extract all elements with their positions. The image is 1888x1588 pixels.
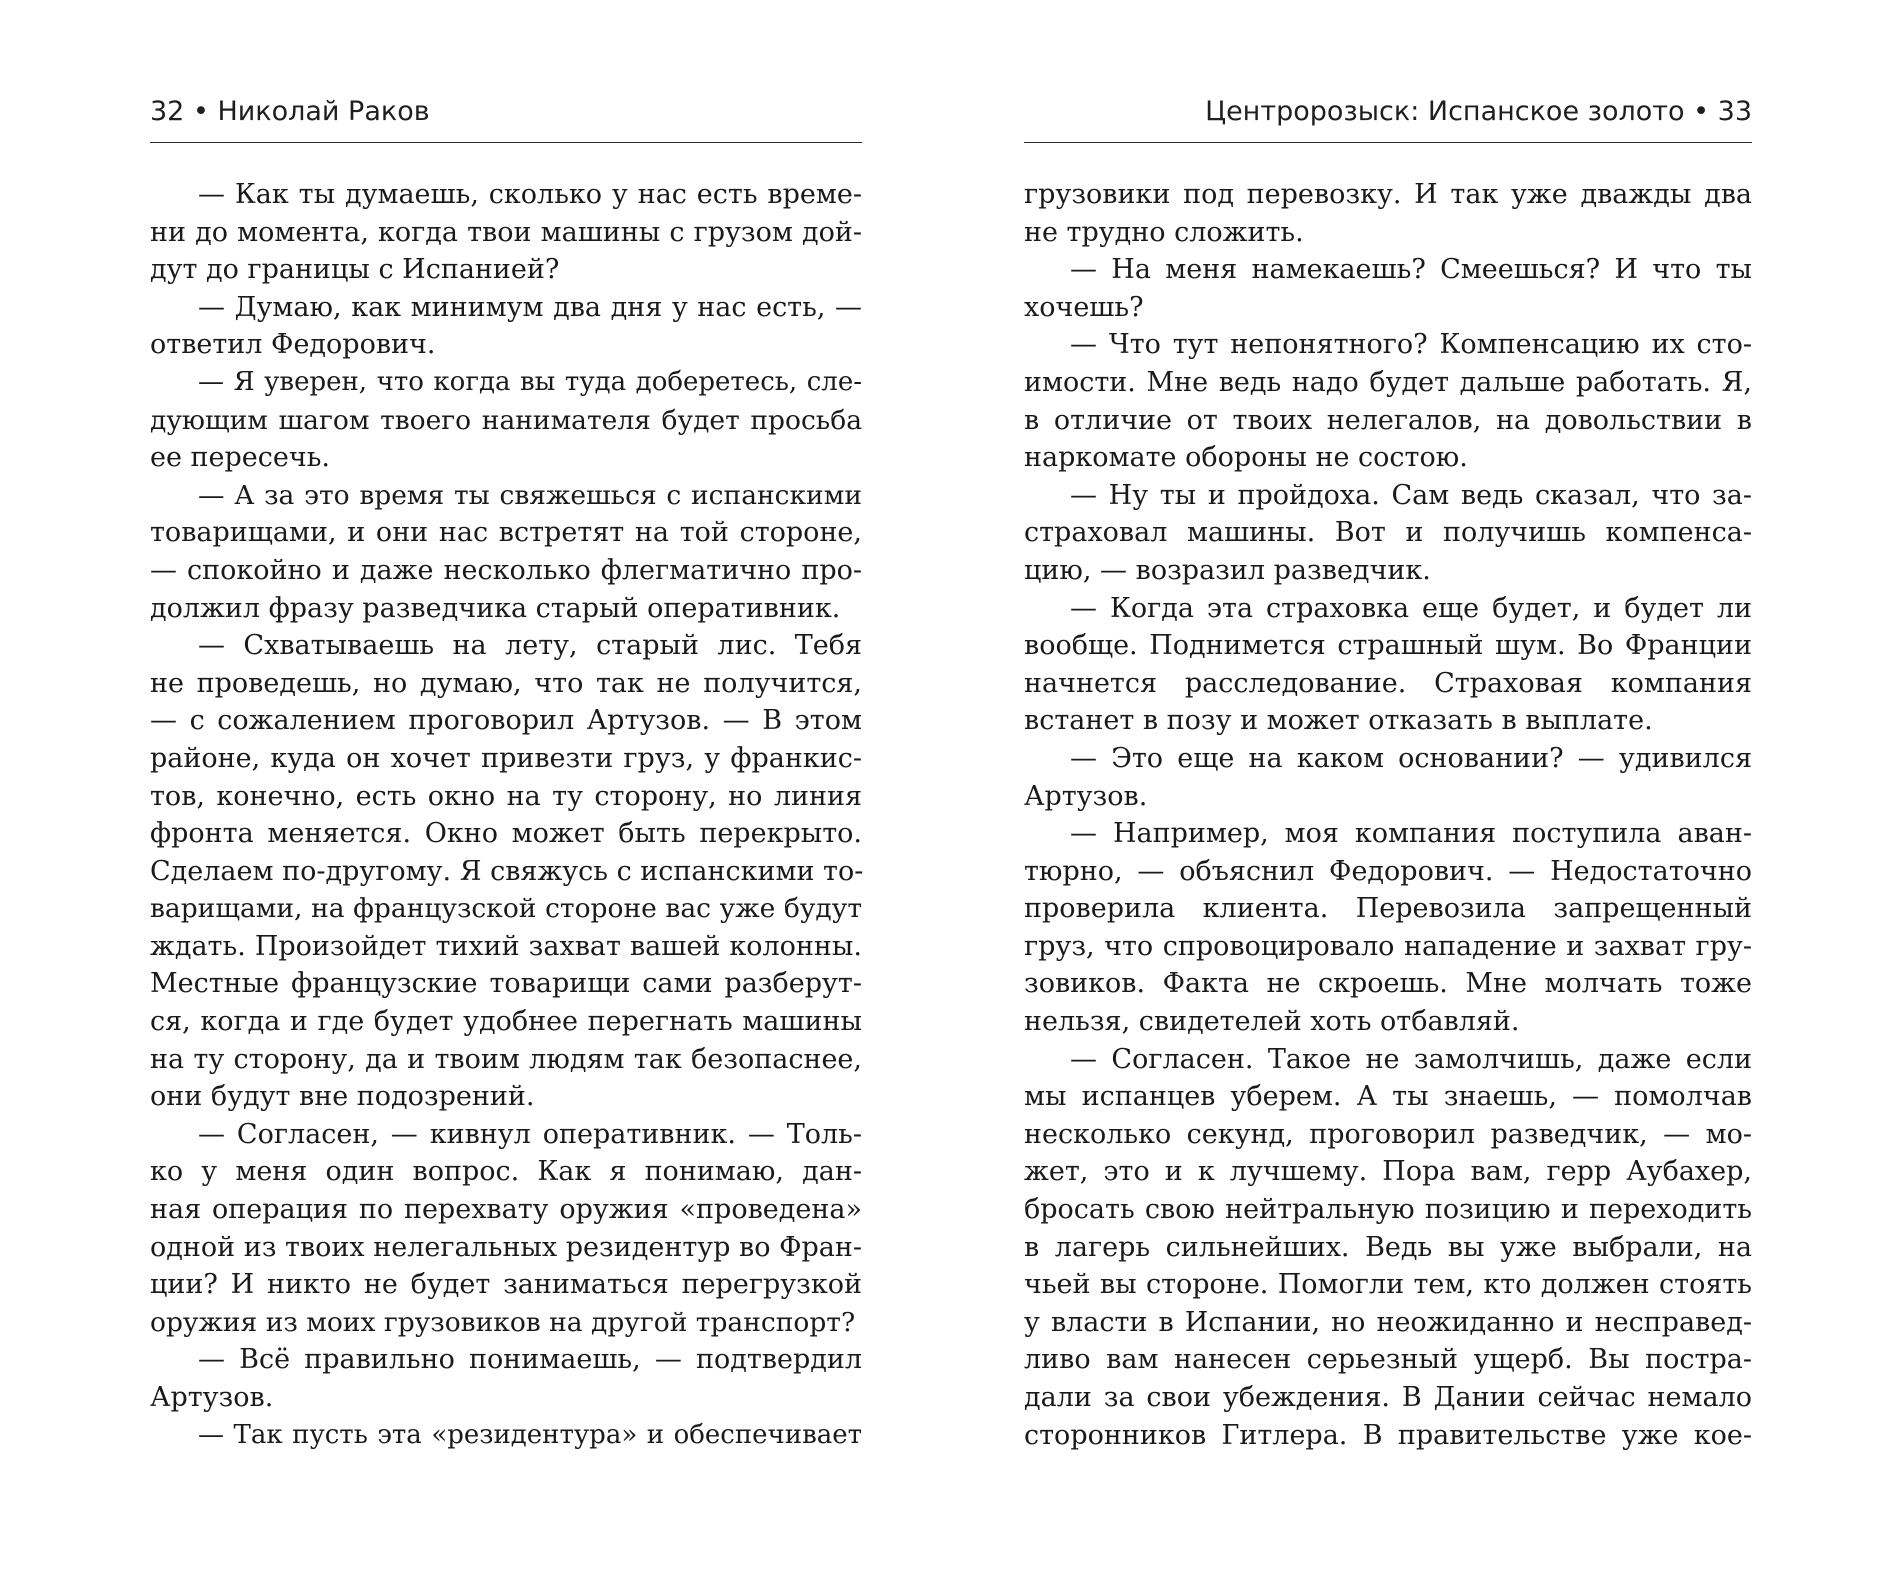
text-line: — спокойно и даже несколько флегматично про- bbox=[150, 554, 862, 586]
text-line: — Так пусть эта «резидентура» и обеспечивает bbox=[198, 1419, 862, 1450]
text-line: — с сожалением проговорил Артузов. — В этом bbox=[150, 705, 862, 737]
text-line: проверила клиента. Перевозила запрещенный bbox=[1024, 893, 1752, 925]
text-line: одной из твоих нелегальных резидентур во Фран- bbox=[150, 1231, 862, 1263]
text-line: — Когда эта страховка еще будет, и будет ли bbox=[1070, 592, 1752, 624]
text-line: не проведешь, но думаю, что так не получится, bbox=[150, 667, 862, 699]
right-page-text bbox=[1024, 176, 1752, 1454]
text-line: ливо вам нанесен серьезный ущерб. Вы постра- bbox=[1024, 1344, 1752, 1376]
text-line: — Всё правильно понимаешь, — подтвердил bbox=[198, 1344, 862, 1376]
text-line: зовиков. Факта не скроешь. Мне молчать тоже bbox=[1024, 968, 1752, 1000]
text-line: ная операция по перехвату оружия «проведена» bbox=[150, 1194, 862, 1226]
text-line: оружия из моих грузовиков на другой транспорт? bbox=[150, 1306, 856, 1338]
text-line: нельзя, свидетелей хоть отбавляй. bbox=[1024, 1006, 1520, 1038]
text-line: наркомате обороны не состою. bbox=[1024, 442, 1468, 474]
text-line: — Согласен, — кивнул оперативник. — Толь- bbox=[198, 1118, 862, 1150]
text-line: хочешь? bbox=[1024, 291, 1144, 323]
text-line: в лагерь сильнейших. Ведь вы уже выбрали, на bbox=[1024, 1231, 1752, 1263]
text-line: — Согласен. Такое не замолчишь, даже если bbox=[1070, 1043, 1752, 1075]
text-line: варищами, на французской стороне вас уже будут bbox=[150, 893, 862, 925]
text-line: вообще. Поднимется страшный шум. Во Франции bbox=[1024, 630, 1752, 662]
text-line: дующим шагом твоего нанимателя будет просьба bbox=[150, 404, 862, 436]
text-line: у власти в Испании, но неожиданно и несправед- bbox=[1024, 1306, 1752, 1338]
text-line: — Как ты думаешь, сколько у нас есть време- bbox=[198, 179, 862, 210]
left-running-header: 32 • Николай Раков bbox=[150, 96, 430, 127]
text-line: имости. Мне ведь надо будет дальше работать. Я, bbox=[1024, 366, 1752, 398]
text-line: ся, когда и где будет удобнее перегнать машины bbox=[150, 1006, 862, 1038]
text-line: районе, куда он хочет привезти груз, у франкис- bbox=[150, 742, 862, 774]
text-line: Сделаем по-другому. Я свяжусь с испанскими то- bbox=[150, 855, 864, 887]
text-line: — Ну ты и пройдоха. Сам ведь сказал, что за- bbox=[1070, 479, 1752, 511]
text-line: страховал машины. Вот и получишь компенса- bbox=[1024, 517, 1752, 549]
left-header-rule bbox=[150, 142, 862, 143]
text-line: они будут вне подозрений. bbox=[150, 1081, 535, 1113]
text-line: — Схватываешь на лету, старый лис. Тебя bbox=[198, 630, 862, 662]
text-line: несколько секунд, проговорил разведчик, — мо- bbox=[1024, 1118, 1752, 1150]
text-line: товарищами, и они нас встретят на той стороне, bbox=[150, 517, 862, 549]
text-line: Местные французские товарищи сами разберут- bbox=[150, 968, 862, 1000]
text-line: — Думаю, как минимум два дня у нас есть, — bbox=[198, 291, 862, 323]
text-line: груз, что спровоцировало нападение и захват гру- bbox=[1024, 930, 1752, 962]
text-line: — А за это время ты свяжешься с испанскими bbox=[198, 479, 862, 511]
text-line: чьей вы стороне. Помогли тем, кто должен стоять bbox=[1024, 1269, 1752, 1301]
text-line: ждать. Произойдет тихий захват вашей колонны. bbox=[150, 930, 862, 962]
text-line: мы испанцев уберем. А ты знаешь, — помолчав bbox=[1024, 1081, 1752, 1113]
text-line: бросать свою нейтральную позицию и переходить bbox=[1024, 1194, 1752, 1226]
text-line: фронта меняется. Окно может быть перекрыто. bbox=[150, 818, 862, 850]
text-line: — Я уверен, что когда вы туда доберетесь, сле- bbox=[198, 366, 862, 397]
text-line: цию, — возразил разведчик. bbox=[1024, 554, 1431, 586]
text-line: тюрно, — объяснил Федорович. — Недостаточно bbox=[1024, 855, 1752, 887]
text-line: дут до границы с Испанией? bbox=[150, 254, 560, 286]
text-line: — На меня намекаешь? Смеешься? И что ты bbox=[1070, 254, 1752, 286]
text-line: в отличие от твоих нелегалов, на довольствии в bbox=[1024, 404, 1752, 436]
text-line: начнется расследование. Страховая компания bbox=[1024, 667, 1752, 699]
text-line: встанет в позу и может отказать в выплате. bbox=[1024, 705, 1653, 737]
text-line: Артузов. bbox=[1024, 780, 1148, 812]
text-line: — Например, моя компания поступила аван- bbox=[1070, 818, 1752, 850]
text-line: тов, конечно, есть окно на ту сторону, но линия bbox=[150, 780, 862, 812]
text-line: ее пересечь. bbox=[150, 442, 331, 474]
text-line: должил фразу разведчика старый оперативник. bbox=[150, 592, 841, 624]
text-line: — Это еще на каком основании? — удивился bbox=[1070, 742, 1752, 774]
text-line: ответил Федорович. bbox=[150, 329, 436, 361]
text-line: сторонников Гитлера. В правительстве уже кое- bbox=[1024, 1419, 1752, 1451]
text-line: Артузов. bbox=[150, 1382, 274, 1413]
text-line: ни до момента, когда твои машины с грузом дой- bbox=[150, 216, 862, 248]
text-line: — Что тут непонятного? Компенсацию их сто- bbox=[1070, 329, 1752, 361]
text-line: ции? И никто не будет заниматься перегрузкой bbox=[150, 1269, 862, 1301]
right-running-header: Центророзыск: Испанское золото • 33 bbox=[1205, 96, 1752, 127]
right-header-rule bbox=[1024, 142, 1752, 143]
text-line: не трудно сложить. bbox=[1024, 216, 1304, 248]
left-page-text bbox=[150, 176, 862, 1454]
text-line: грузовики под перевозку. И так уже дважды два bbox=[1024, 179, 1752, 210]
text-line: жет, это и к лучшему. Пора вам, герр Аубахер, bbox=[1024, 1156, 1752, 1188]
text-line: на ту сторону, да и твоим людям так безопаснее, bbox=[150, 1043, 862, 1075]
text-line: ко у меня один вопрос. Как я понимаю, дан- bbox=[150, 1156, 862, 1188]
text-line: дали за свои убеждения. В Дании сейчас немало bbox=[1024, 1382, 1752, 1413]
